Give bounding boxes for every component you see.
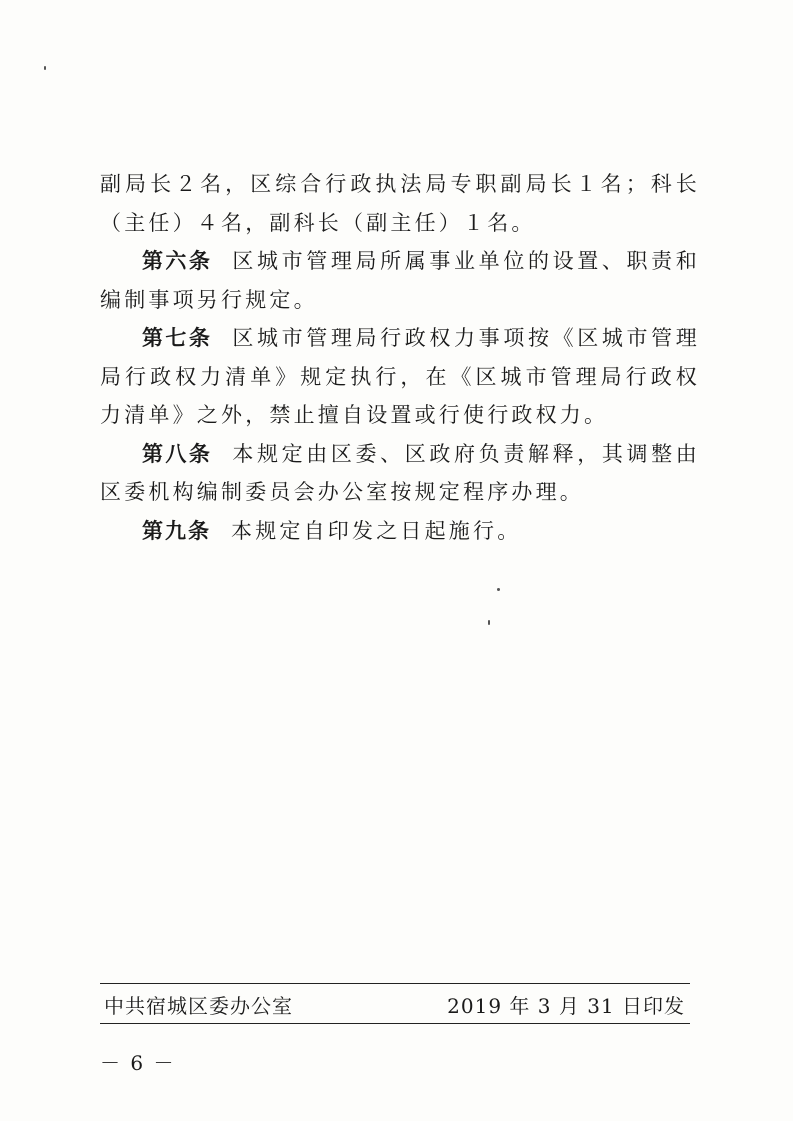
article-number: 第八条 <box>142 441 213 466</box>
article-text: 本规定由区委、区政府负责解释，其调整由区委机构编制委员会办公室按规定程序办理。 <box>100 441 700 504</box>
article-7 <box>100 319 700 435</box>
footer-rule-top <box>100 983 690 984</box>
paragraph-text: 副局长２名，区综合行政执法局专职副局长１名；科长（主任）４名，副科长（副主任）１名。 <box>100 172 700 235</box>
article-9 <box>100 512 700 551</box>
paragraph-continuation <box>100 165 700 242</box>
article-text: 本规定自印发之日起施行。 <box>231 518 522 543</box>
article-number: 第九条 <box>142 518 211 543</box>
scan-speck <box>44 66 46 70</box>
article-8 <box>100 435 700 512</box>
article-6 <box>100 242 700 319</box>
footer-rule-bottom <box>100 1023 690 1024</box>
article-number: 第七条 <box>142 326 213 350</box>
article-text: 区城市管理局行政权力事项按《区城市管理局行政权力清单》规定执行，在《区城市管理局行政权力清单》之外，禁止擅自设置或行使行政权力。 <box>100 326 700 427</box>
scan-speck <box>488 620 490 625</box>
issue-date: 2019 年 3 月 31 日印发 <box>447 994 685 1018</box>
article-number: 第六条 <box>142 249 213 273</box>
scan-speck <box>497 588 500 591</box>
issuer-name: 中共宿城区委办公室 <box>104 994 293 1018</box>
page-number: － 6 － <box>100 1051 176 1075</box>
body-text <box>100 165 700 550</box>
article-text: 区城市管理局所属事业单位的设置、职责和编制事项另行规定。 <box>100 249 700 312</box>
